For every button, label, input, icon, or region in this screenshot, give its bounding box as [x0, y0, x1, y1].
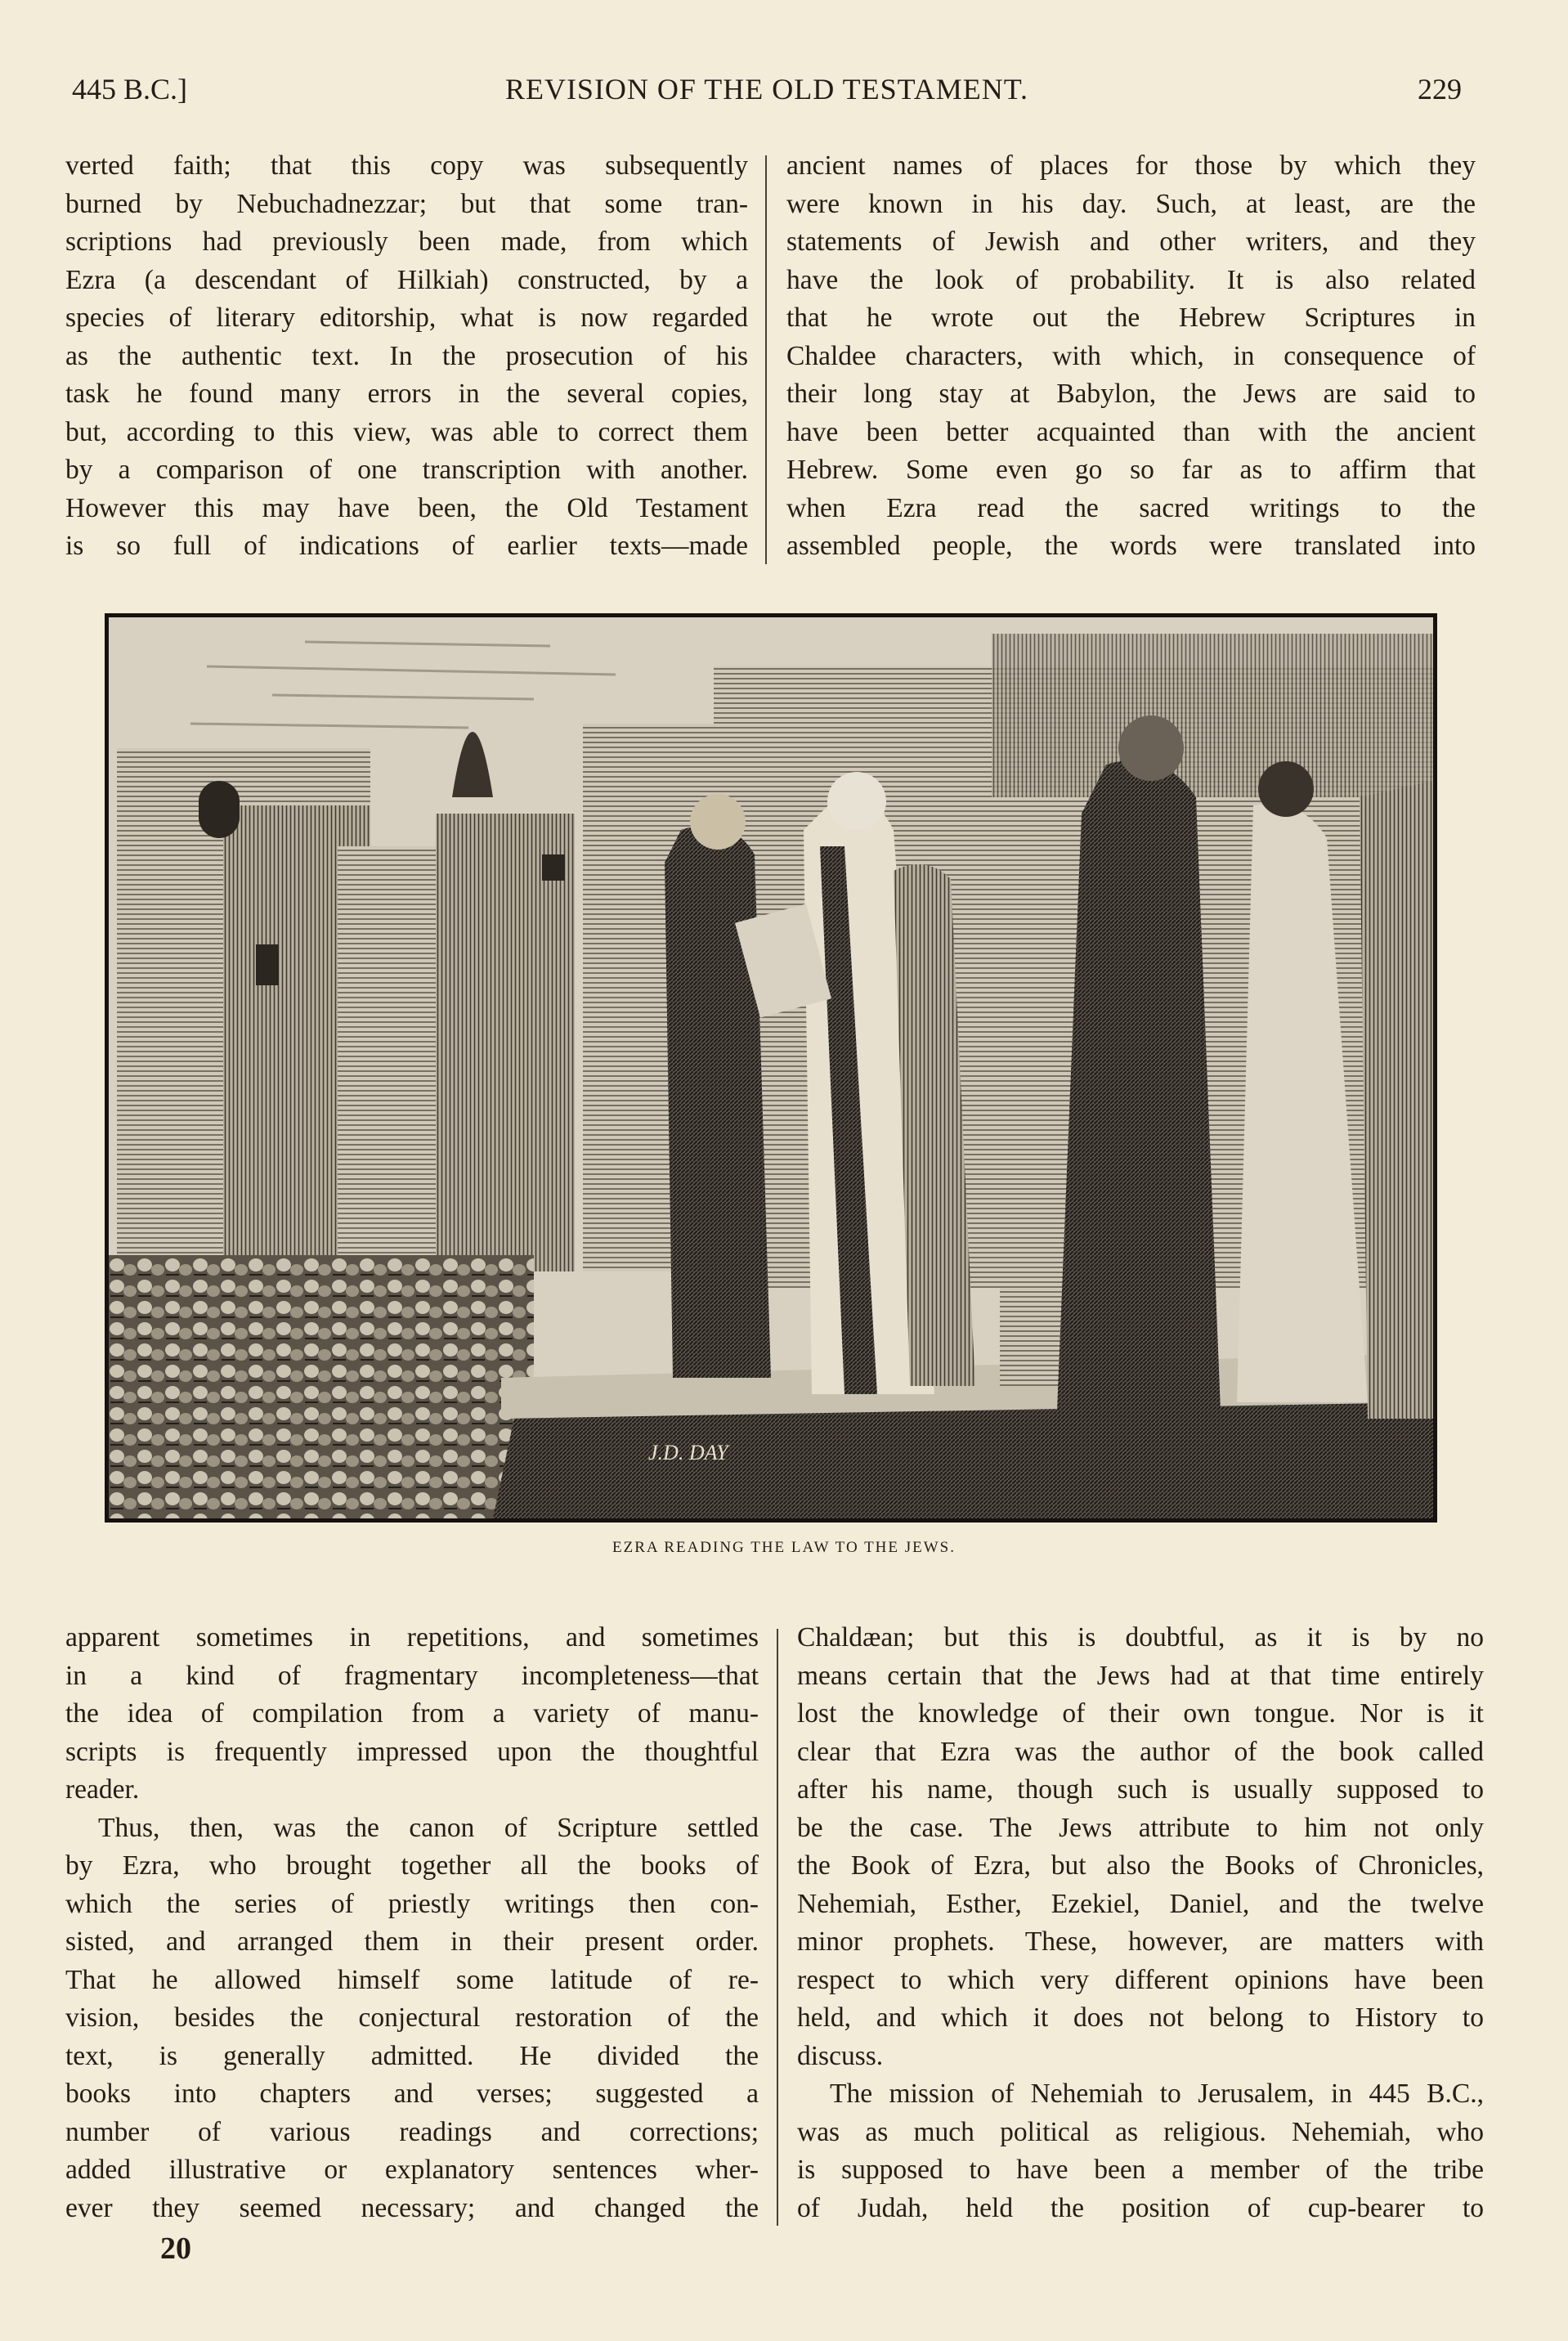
column-top-left	[65, 147, 748, 566]
text-line: is so full of indications of earlier texts—made	[65, 531, 748, 561]
text-line: as the authentic text. In the prosecution of his	[65, 340, 748, 371]
text-line: task he found many errors in the several copies,	[65, 379, 748, 409]
text-line: the Book of Ezra, but also the Books of Chronicles,	[797, 1850, 1484, 1881]
text-line: discuss.	[797, 2040, 884, 2071]
text-line: that he wrote out the Hebrew Scriptures in	[786, 303, 1476, 333]
text-line: when Ezra read the sacred writings to the	[786, 492, 1476, 523]
text-line: of Judah, held the position of cup-bearer to	[797, 2192, 1484, 2223]
text-line: reader.	[65, 1774, 140, 1805]
text-line: be the case. The Jews attribute to him not only	[797, 1812, 1484, 1843]
text-line: That he allowed himself some latitude of re-	[65, 1964, 759, 1995]
text-line: but, according to this view, was able to correct them	[65, 416, 748, 447]
column-bottom-right	[797, 1619, 1484, 2227]
column-top-right	[786, 147, 1476, 566]
text-line: added illustrative or explanatory sentences wher-	[65, 2155, 759, 2185]
column-bottom-left	[65, 1619, 759, 2227]
text-line: books into chapters and verses; suggested a	[65, 2079, 759, 2109]
text-line: Chaldæan; but this is doubtful, as it is by no	[797, 1622, 1484, 1653]
text-line: ever they seemed necessary; and changed the	[65, 2192, 759, 2223]
text-line: number of various readings and corrections;	[65, 2116, 759, 2147]
text-line: However this may have been, the Old Testament	[65, 492, 748, 523]
text-line: burned by Nebuchadnezzar; but that some tran-	[65, 188, 748, 219]
text-line: Nehemiah, Esther, Ezekiel, Daniel, and the twelve	[797, 1888, 1484, 1919]
text-line: by Ezra, who brought together all the books of	[65, 1850, 759, 1881]
running-header	[72, 72, 1462, 113]
text-line: which the series of priestly writings then con-	[65, 1888, 759, 1919]
text-line: in a kind of fragmentary incompleteness—that	[65, 1660, 759, 1691]
header-date: 445 B.C.]	[72, 73, 188, 105]
text-line: lost the knowledge of their own tongue. Nor is it	[797, 1698, 1484, 1729]
text-line: held, and which it does not belong to History to	[797, 2002, 1484, 2033]
text-line: minor prophets. These, however, are matters with	[797, 1926, 1484, 1957]
text-line: have the look of probability. It is also related	[786, 264, 1476, 295]
column-divider	[765, 155, 767, 564]
page-title: REVISION OF THE OLD TESTAMENT.	[504, 73, 1029, 105]
text-line: scriptions had previously been made, from which	[65, 226, 748, 257]
text-line: verted faith; that this copy was subsequently	[65, 150, 748, 181]
text-line: were known in his day. Such, at least, are the	[786, 188, 1476, 219]
text-line: Hebrew. Some even go so far as to affirm that	[786, 455, 1476, 485]
text-line: statements of Jewish and other writers, and they	[786, 226, 1476, 257]
text-line: clear that Ezra was the author of the book called	[797, 1736, 1484, 1767]
text-line: respect to which very different opinions have been	[797, 1964, 1484, 1995]
page-number: 229	[1418, 73, 1462, 105]
signature-mark: 20	[160, 2231, 191, 2266]
text-line: The mission of Nehemiah to Jerusalem, in 445 B.C.,	[830, 2079, 1484, 2109]
engraving-illustration	[105, 613, 1437, 1523]
text-line: Chaldee characters, with which, in consequence of	[786, 340, 1476, 371]
figure-caption: EZRA READING THE LAW TO THE JEWS.	[612, 1539, 956, 1556]
engraver-signature: J.D. DAY	[648, 1441, 728, 1464]
text-line: sisted, and arranged them in their present order.	[65, 1926, 759, 1957]
text-line: Thus, then, was the canon of Scripture settled	[98, 1812, 759, 1843]
text-line: after his name, though such is usually supposed to	[797, 1774, 1484, 1805]
text-line: their long stay at Babylon, the Jews are said to	[786, 379, 1476, 409]
text-line: have been better acquainted than with the ancient	[786, 416, 1476, 447]
text-line: text, is generally admitted. He divided the	[65, 2040, 759, 2071]
text-line: scripts is frequently impressed upon the thoughtful	[65, 1736, 759, 1767]
text-line: assembled people, the words were translated into	[786, 531, 1476, 561]
text-line: means certain that the Jews had at that time entirely	[797, 1660, 1484, 1691]
column-divider	[777, 1629, 778, 2226]
text-line: was as much political as religious. Nehemiah, who	[797, 2116, 1484, 2147]
text-line: species of literary editorship, what is now regarded	[65, 303, 748, 333]
text-line: by a comparison of one transcription with another.	[65, 455, 748, 485]
text-line: vision, besides the conjectural restoration of the	[65, 2002, 759, 2033]
text-line: ancient names of places for those by which they	[786, 150, 1476, 181]
text-line: the idea of compilation from a variety of manu-	[65, 1698, 759, 1729]
text-line: apparent sometimes in repetitions, and sometimes	[65, 1622, 759, 1653]
text-line: is supposed to have been a member of the tribe	[797, 2155, 1484, 2185]
text-line: Ezra (a descendant of Hilkiah) constructed, by a	[65, 264, 748, 295]
